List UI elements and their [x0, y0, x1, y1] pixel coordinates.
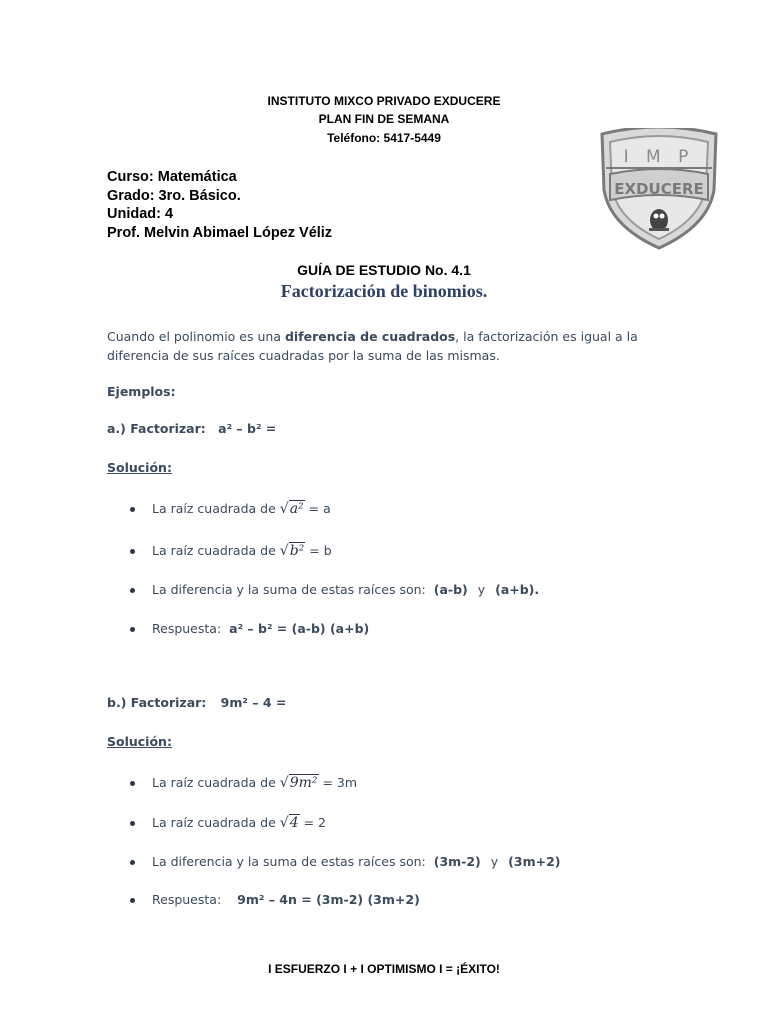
intro-part1: Cuando el polinomio es una [107, 329, 285, 344]
answer-expression: 9m² – 4n = (3m-2) (3m+2) [237, 892, 420, 907]
footer-motto: I ESFUERZO I + I OPTIMISMO I = ¡ÉXITO! [268, 962, 500, 976]
bullet-dot [130, 507, 135, 512]
intro-paragraph [107, 327, 638, 365]
bullet-text: La raíz cuadrada de [152, 775, 276, 790]
bullet-text: La raíz cuadrada de [152, 501, 276, 516]
difference-factor: (3m-2) [433, 854, 481, 869]
example-a-solution-label: Solución: [107, 460, 172, 475]
intro-part2: , la factorización es igual a la [455, 329, 638, 344]
unit-line: Unidad: 4 [107, 206, 174, 222]
example-b-solution-label: Solución: [107, 734, 172, 749]
radicand: a² [289, 501, 304, 517]
phone-number: Teléfono: 5417-5449 [327, 131, 441, 145]
example-a-expr: a² – b² = [218, 421, 277, 436]
bullet-dot [130, 821, 135, 826]
bullet-result: = 2 [303, 815, 327, 830]
bullet-dot [130, 588, 135, 593]
logo-line1: I M P [623, 147, 695, 167]
school-name: INSTITUTO MIXCO PRIVADO EXDUCERE [267, 94, 501, 108]
examples-label: Ejemplos: [107, 384, 176, 399]
plan-title: PLAN FIN DE SEMANA [318, 112, 450, 126]
bullet-text: La raíz cuadrada de [152, 543, 276, 558]
bullet-text: La diferencia y la suma de estas raíces son: [152, 582, 426, 597]
answer-expression: a² – b² = (a-b) (a+b) [229, 621, 370, 636]
grade-line: Grado: 3ro. Básico. [107, 188, 241, 204]
bullet-dot [130, 627, 135, 632]
example-b-expr: 9m² – 4 = [220, 695, 287, 710]
bullet-result: = 3m [322, 775, 358, 790]
bullet-text: La diferencia y la suma de estas raíces son: [152, 854, 426, 869]
school-crest-logo [596, 128, 722, 252]
bullet-text: La raíz cuadrada de [152, 815, 276, 830]
radicand: 4 [289, 815, 299, 831]
intro-bold: diferencia de cuadrados [284, 329, 456, 344]
answer-label: Respuesta: [152, 892, 222, 907]
bullet-result: = b [309, 543, 332, 558]
square-root-b2: √b² [279, 543, 305, 559]
bullet-result: = a [308, 501, 331, 516]
teacher-line: Prof. Melvin Abimael López Véliz [107, 225, 333, 241]
example-a-heading [107, 421, 276, 436]
radicand: 9m² [289, 775, 318, 791]
guide-title: GUÍA DE ESTUDIO No. 4.1 [297, 262, 471, 278]
bullet-dot [130, 860, 135, 865]
square-root-a2: √a² [279, 501, 304, 517]
answer-label: Respuesta: [152, 621, 222, 636]
example-a-label: a.) Factorizar: [107, 421, 206, 436]
bullet-dot [130, 898, 135, 903]
example-b-heading [107, 695, 286, 710]
example-b-label: b.) Factorizar: [107, 695, 207, 710]
course-line: Curso: Matemática [107, 169, 237, 185]
logo-line2: EXDUCERE [614, 180, 704, 198]
difference-factor: (a-b) [433, 582, 468, 597]
bullet-dot [130, 781, 135, 786]
sum-factor: (a+b). [495, 582, 540, 597]
guide-subtitle: Factorización de binomios. [280, 281, 488, 301]
square-root-4: √4 [279, 815, 299, 831]
radicand: b² [289, 543, 305, 559]
sum-factor: (3m+2) [508, 854, 561, 869]
conjunction: y [477, 582, 486, 597]
conjunction: y [490, 854, 499, 869]
bullet-dot [130, 549, 135, 554]
intro-line2: diferencia de sus raíces cuadradas por la suma de las mismas. [107, 348, 500, 363]
square-root-9m2: √9m² [279, 775, 318, 791]
